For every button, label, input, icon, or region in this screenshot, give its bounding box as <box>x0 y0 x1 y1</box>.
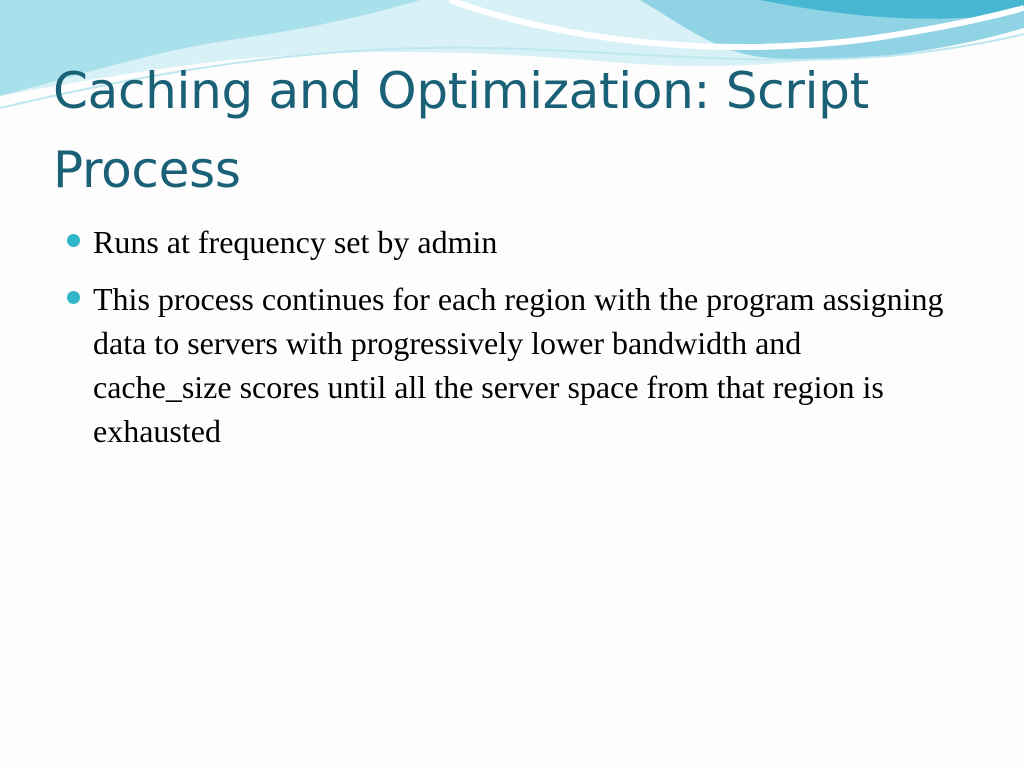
bullet-list <box>64 220 944 466</box>
bullet-icon <box>67 291 80 304</box>
bullet-icon <box>67 234 80 247</box>
bullet-item <box>64 220 944 264</box>
bullet-text: Runs at frequency set by admin <box>93 224 498 260</box>
slide-title: Caching and Optimization: Script Process <box>53 62 869 199</box>
bullet-text: This process continues for each region with the program assigning data to servers with progressively lower bandwidth and cache_size scores until all the server space from that region is exhausted <box>93 281 944 449</box>
bullet-item <box>64 277 944 453</box>
